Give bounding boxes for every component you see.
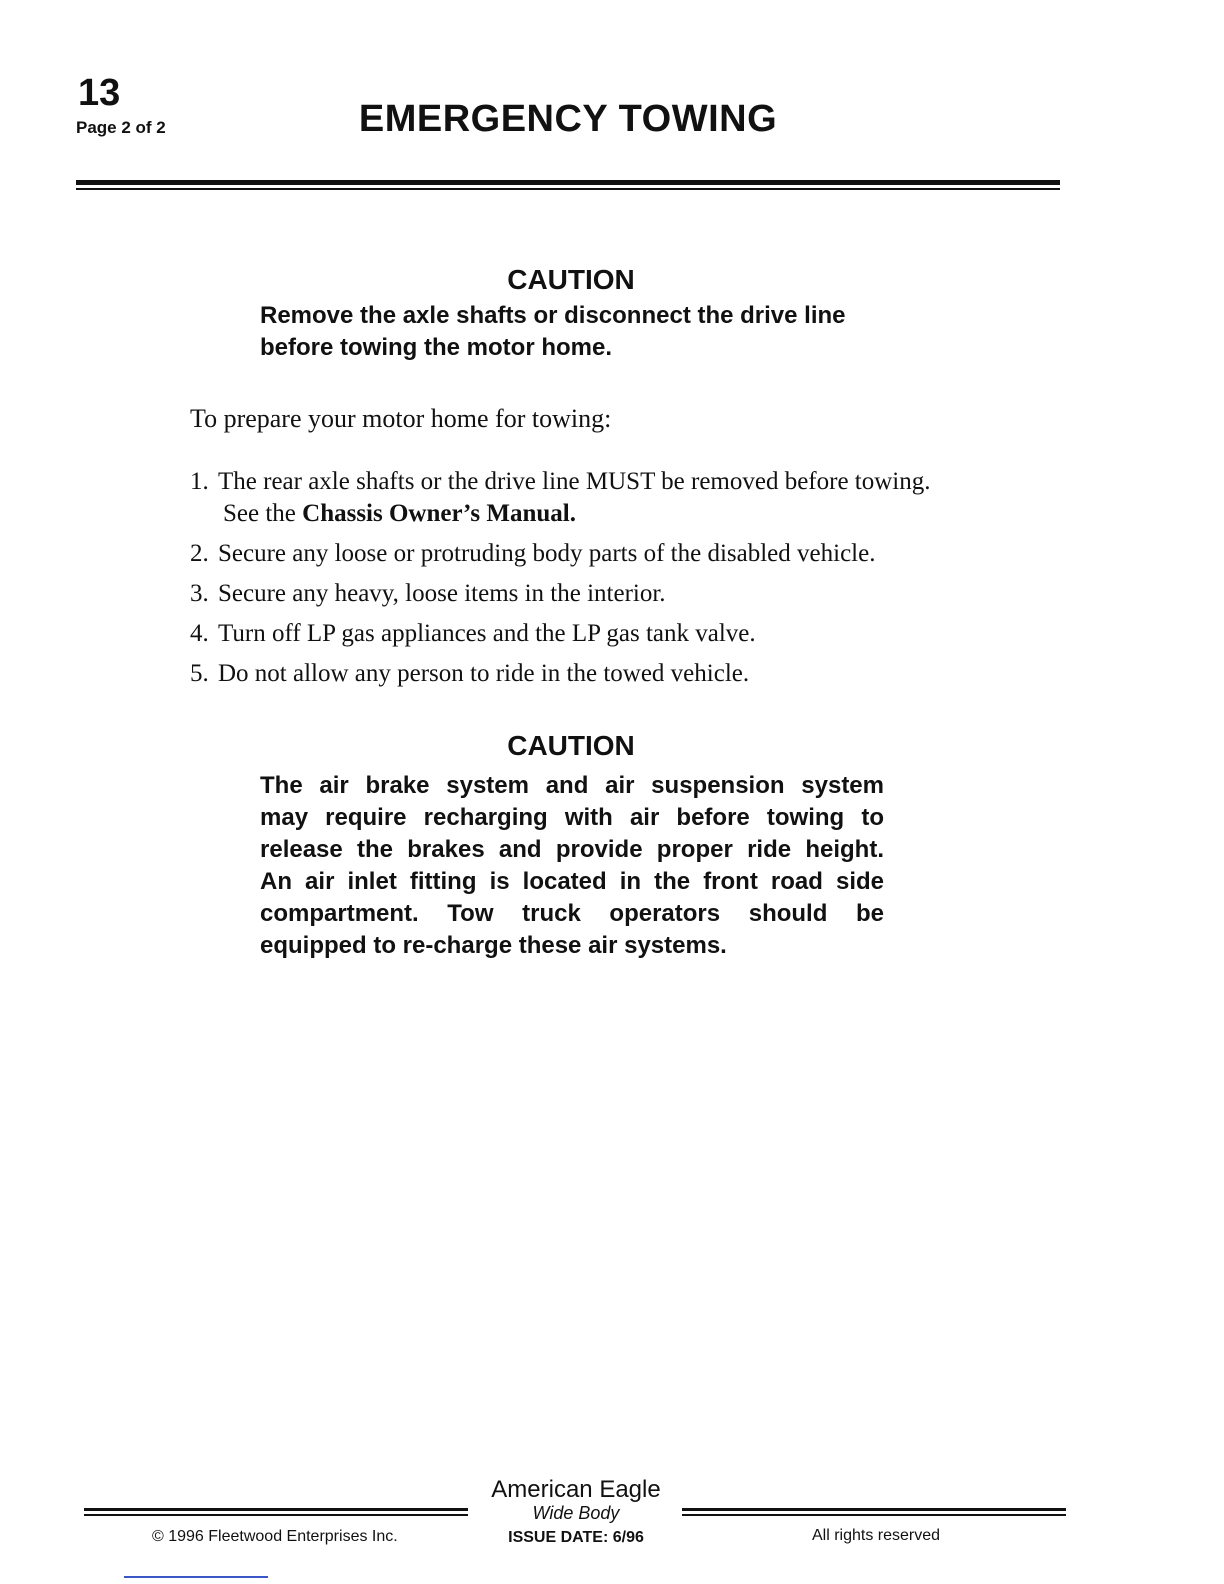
step-list bbox=[190, 466, 1010, 690]
step-number: 3. bbox=[190, 580, 209, 607]
caution-line: The air brake system and air suspension system bbox=[260, 772, 884, 799]
caution-line: before towing the motor home. bbox=[260, 334, 612, 361]
footer-rule bbox=[84, 1514, 468, 1516]
step-text: Do not allow any person to ride in the towed vehicle. bbox=[218, 660, 750, 687]
header-rule bbox=[76, 180, 1060, 185]
list-item bbox=[190, 618, 1010, 650]
step-number: 5. bbox=[190, 660, 209, 687]
step-number: 1. bbox=[190, 468, 209, 495]
page-label: Page 2 of 2 bbox=[76, 118, 166, 137]
list-item bbox=[190, 578, 1010, 610]
footer-issue-date: ISSUE DATE: 6/96 bbox=[508, 1529, 644, 1546]
caution-line: release the brakes and provide proper ride height. bbox=[260, 836, 884, 863]
footer-rule bbox=[84, 1508, 468, 1511]
step-subtext bbox=[190, 498, 1010, 530]
step-number: 4. bbox=[190, 620, 209, 647]
list-item bbox=[190, 538, 1010, 570]
caution-text bbox=[260, 300, 900, 364]
footer-rule bbox=[682, 1514, 1066, 1516]
step-text: Turn off LP gas appliances and the LP gas tank valve. bbox=[218, 620, 756, 647]
step-subtext-prefix: See the bbox=[223, 500, 303, 527]
chapter-number: 13 bbox=[78, 72, 121, 114]
step-text: Secure any loose or protruding body parts of the disabled vehicle. bbox=[218, 540, 876, 567]
caution-heading: CAUTION bbox=[507, 264, 635, 295]
intro-text: To prepare your motor home for towing: bbox=[190, 404, 612, 433]
caution-line: Remove the axle shafts or disconnect the drive line bbox=[260, 302, 846, 329]
caution-line: compartment. Tow truck operators should be bbox=[260, 900, 884, 927]
caution-line: equipped to re-charge these air systems. bbox=[260, 932, 727, 959]
caution-line: may require recharging with air before towing to bbox=[260, 804, 884, 831]
page-title: EMERGENCY TOWING bbox=[358, 98, 778, 140]
caution-heading: CAUTION bbox=[507, 730, 635, 761]
step-number: 2. bbox=[190, 540, 209, 567]
list-item bbox=[190, 658, 1010, 690]
header-rule bbox=[76, 188, 1060, 190]
scan-mark bbox=[124, 1576, 268, 1578]
footer-rule bbox=[682, 1508, 1066, 1511]
footer-model: Wide Body bbox=[532, 1503, 620, 1523]
step-text: Secure any heavy, loose items in the interior. bbox=[218, 580, 666, 607]
caution-line: An air inlet fitting is located in the front road side bbox=[260, 868, 884, 895]
step-text: The rear axle shafts or the drive line MUST be removed before towing. bbox=[218, 468, 931, 495]
footer-rights: All rights reserved bbox=[812, 1527, 941, 1544]
manual-reference: Chassis Owner’s Manual. bbox=[302, 500, 577, 527]
caution-text bbox=[260, 770, 884, 962]
footer-brand: American Eagle bbox=[491, 1476, 661, 1503]
footer-copyright: © 1996 Fleetwood Enterprises Inc. bbox=[152, 1528, 398, 1545]
list-item bbox=[190, 466, 1010, 530]
